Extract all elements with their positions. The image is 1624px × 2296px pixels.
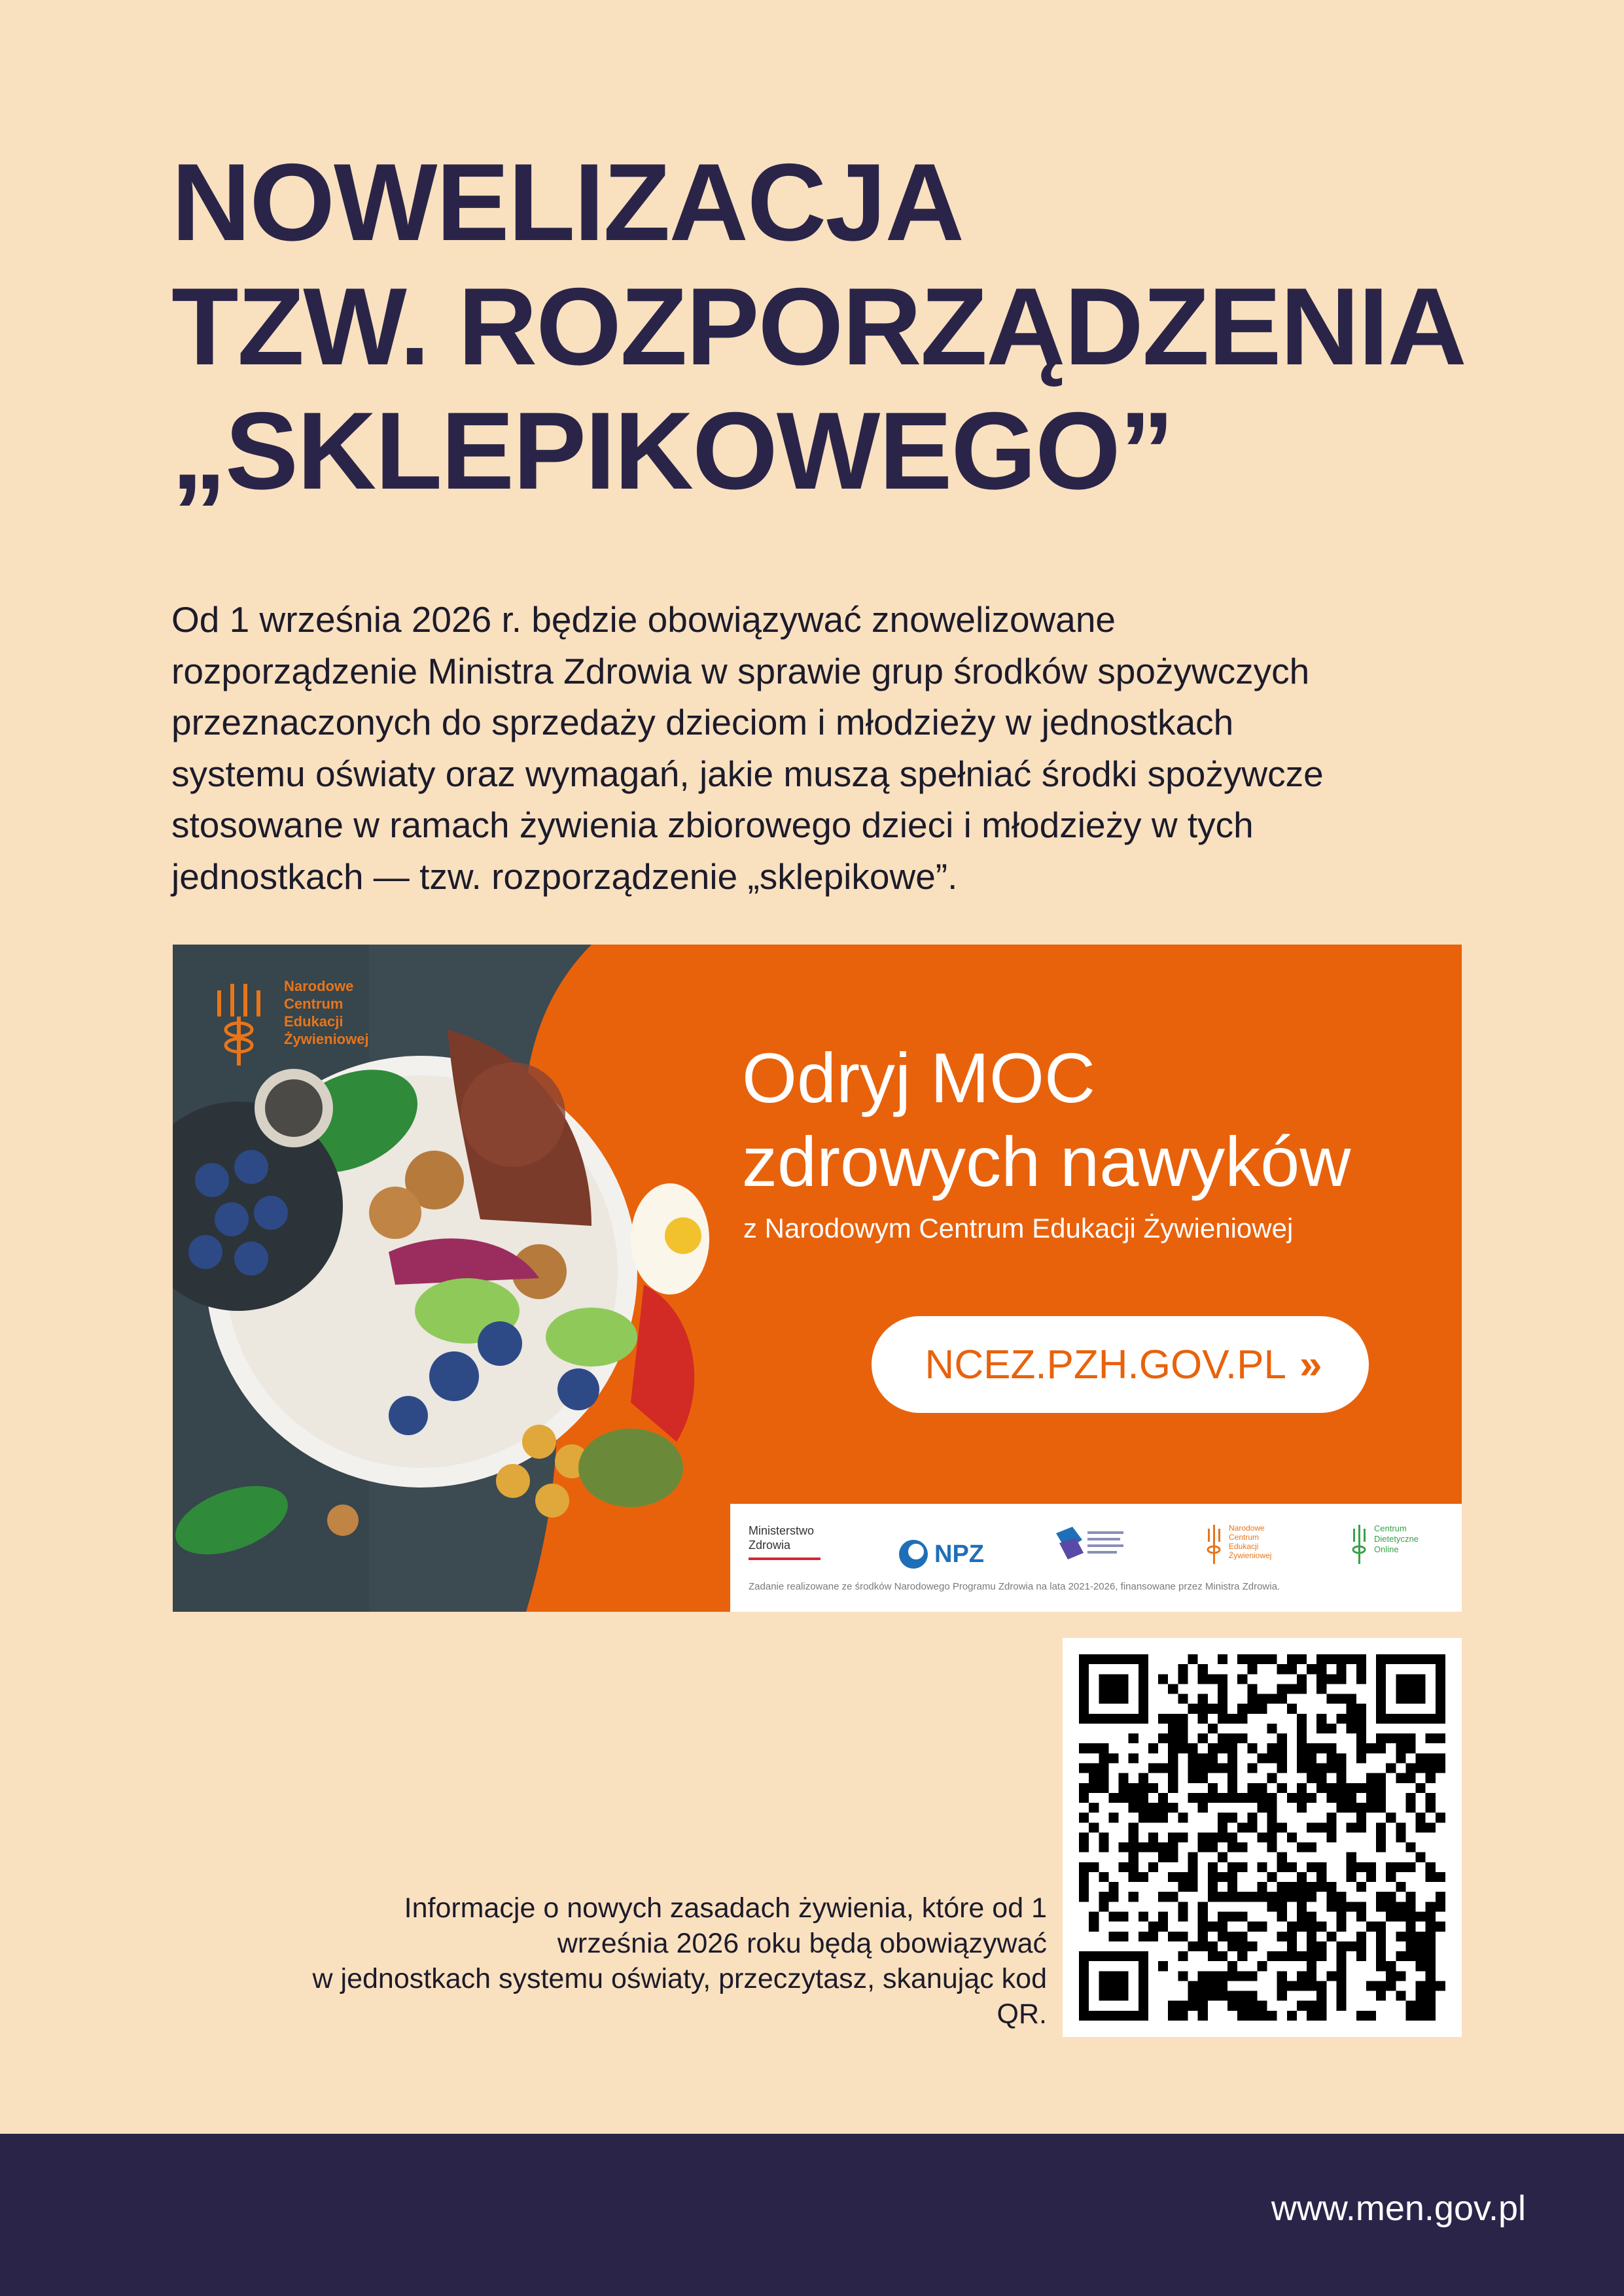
npz-logo xyxy=(898,1531,984,1577)
intro-line: stosowane w ramach żywienia zbiorowego dzieci i młodzieży w tych xyxy=(171,805,1254,845)
wheat-green-icon xyxy=(1349,1523,1370,1569)
intro-line: systemu oświaty oraz wymagań, jakie muszą spełniać środki spożywcze xyxy=(171,753,1324,794)
logo-text: Narodowe xyxy=(1229,1523,1265,1533)
npz-swirl-icon xyxy=(898,1539,929,1570)
headline-line-1: Odryj MOC xyxy=(742,1038,1095,1117)
ministry-of-health-logo xyxy=(749,1523,821,1569)
title-line-2: TZW. ROZPORZĄDZENIA xyxy=(171,265,1466,388)
nizp-pzh-logo-icon xyxy=(1050,1523,1128,1569)
logo-text: Edukacji xyxy=(1229,1542,1259,1551)
logo-text: Centrum xyxy=(1374,1523,1407,1533)
intro-line: przeznaczonych do sprzedaży dzieciom i młodzieży w jednostkach xyxy=(171,702,1234,742)
banner-headline xyxy=(742,1036,1350,1204)
wheat-logo-icon xyxy=(212,977,271,1069)
footer-url-link[interactable]: www.men.gov.pl xyxy=(1271,2189,1526,2228)
intro-line: Od 1 września 2026 r. będzie obowiązywać znowelizowane xyxy=(171,599,1116,640)
partner-logos-strip xyxy=(730,1504,1462,1612)
qr-caption-line: września 2026 roku będą obowiązywać xyxy=(557,1928,1047,1959)
logo-text: Dietetyczne xyxy=(1374,1534,1419,1544)
intro-line: jednostkach — tzw. rozporządzenie „sklepikowe”. xyxy=(171,856,958,897)
ncez-logo-line: Centrum xyxy=(284,996,344,1012)
ncez-link-button[interactable] xyxy=(872,1316,1369,1413)
qr-caption xyxy=(196,1890,1047,2032)
logo-text: Online xyxy=(1374,1544,1399,1554)
cta-label: NCEZ.PZH.GOV.PL xyxy=(925,1342,1286,1387)
footer xyxy=(0,2134,1624,2296)
ncez-logo-line: Narodowe xyxy=(284,978,354,994)
qr-code[interactable] xyxy=(1063,1638,1462,2037)
qr-code-icon xyxy=(1079,1654,1445,2021)
title-line-1: NOWELIZACJA xyxy=(171,141,963,264)
ncez-logo xyxy=(199,977,369,1069)
logo-text: Zdrowia xyxy=(749,1539,791,1552)
page-title xyxy=(171,140,1545,513)
qr-caption-line: QR. xyxy=(997,1998,1047,2030)
intro-paragraph xyxy=(171,594,1506,902)
headline-line-2: zdrowych nawyków xyxy=(742,1122,1351,1201)
qr-caption-line: Informacje o nowych zasadach żywienia, które od 1 xyxy=(404,1892,1047,1924)
ncez-banner[interactable] xyxy=(173,945,1462,1612)
logo-text: Centrum xyxy=(1229,1533,1260,1542)
wheat-small-icon xyxy=(1204,1523,1225,1569)
ncez-logo-line: Żywieniowej xyxy=(284,1031,369,1047)
ncez-small-logo xyxy=(1204,1523,1271,1569)
banner-subline: z Narodowym Centrum Edukacji Żywieniowej xyxy=(743,1213,1294,1244)
title-line-3: „SKLEPIKOWEGO” xyxy=(171,389,1173,512)
double-chevron-right-icon: » xyxy=(1299,1342,1316,1387)
intro-line: rozporządzenie Ministra Zdrowia w sprawie grup środków spożywczych xyxy=(171,650,1310,691)
red-underline xyxy=(749,1557,821,1560)
funding-note: Zadanie realizowane ze środków Narodowego Programu Zdrowia na lata 2021-2026, finansowane przez Ministra Zdrowia. xyxy=(749,1581,1280,1592)
cdo-logo xyxy=(1349,1523,1419,1569)
qr-caption-line: w jednostkach systemu oświaty, przeczytasz, skanując kod xyxy=(312,1963,1047,1994)
logo-text: Ministerstwo xyxy=(749,1524,815,1537)
npz-text: NPZ xyxy=(934,1540,984,1568)
ncez-logo-line: Edukacji xyxy=(284,1013,344,1030)
logo-text: Żywieniowej xyxy=(1229,1551,1272,1560)
